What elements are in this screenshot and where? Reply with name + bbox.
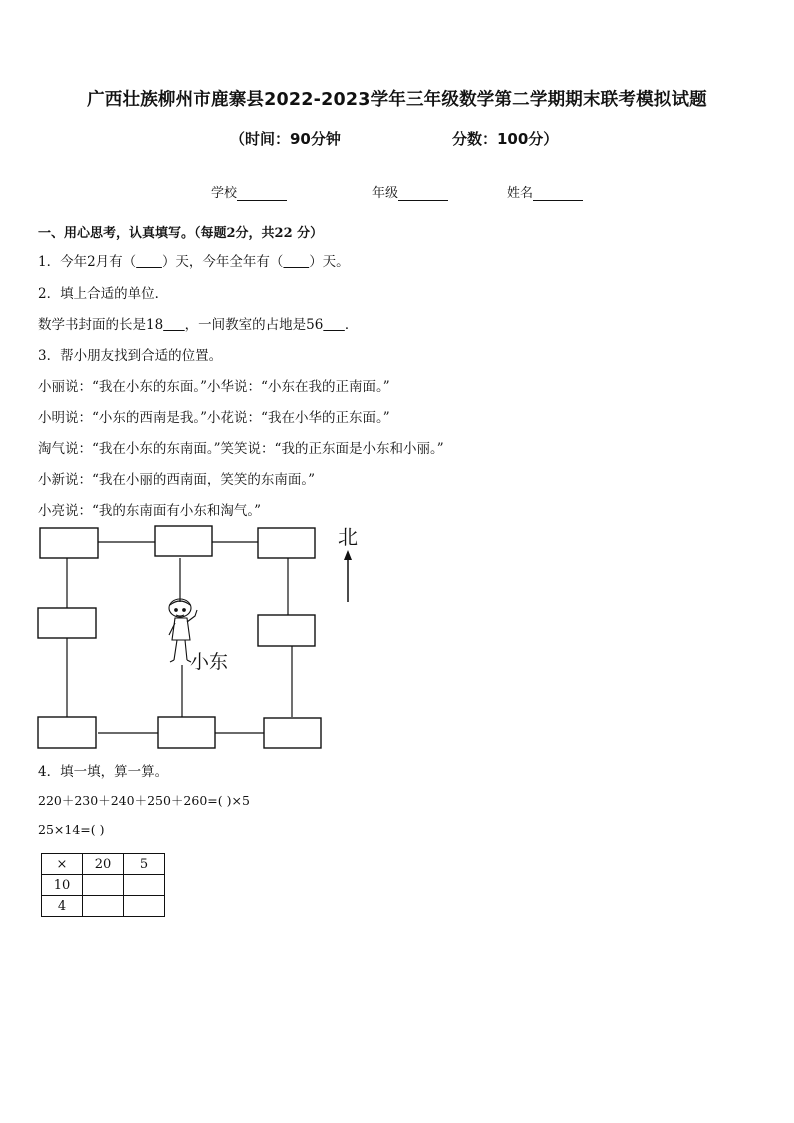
table-answer-cell[interactable] — [124, 896, 165, 917]
q2-text-a: 数学书封面的长是18 — [38, 317, 164, 333]
position-box-top-left[interactable] — [40, 528, 98, 558]
position-diagram — [30, 520, 370, 755]
multiplication-table — [41, 853, 165, 917]
name-label: 姓名 — [507, 186, 534, 201]
table-answer-cell[interactable] — [83, 875, 124, 896]
table-header-cell: 5 — [124, 854, 165, 875]
grade-label: 年级 — [372, 186, 399, 201]
table-row — [42, 875, 165, 896]
q2-text-c: ． — [344, 317, 359, 333]
table-header-cell: × — [42, 854, 83, 875]
q3-statement: 小明说：“小东的西南是我。”小花说：“我在小华的正东面。” — [38, 410, 390, 426]
q3-statement: 小丽说：“我在小东的东面。”小华说：“小东在我的正南面。” — [38, 379, 390, 395]
grade-field — [372, 182, 448, 201]
school-blank[interactable] — [237, 187, 287, 201]
table-row — [42, 896, 165, 917]
q4-expression-2: 25×14=( ) — [38, 822, 105, 837]
north-arrow-icon — [344, 550, 352, 602]
table-header-cell: 20 — [83, 854, 124, 875]
q1-text-c: ）天。 — [309, 254, 350, 270]
q4-expression-1: 220＋230＋240＋250＋260=( )×5 — [38, 793, 250, 808]
q2-blank-1[interactable] — [163, 317, 184, 333]
school-field — [211, 182, 287, 201]
exam-score: 分数：100分） — [452, 130, 559, 148]
position-box-top-right[interactable] — [258, 528, 315, 558]
grade-blank[interactable] — [398, 187, 448, 201]
position-box-bottom-right[interactable] — [264, 718, 321, 748]
position-box-bottom-left[interactable] — [38, 717, 96, 748]
q1-blank-1[interactable] — [136, 254, 162, 270]
school-label: 学校 — [211, 186, 238, 201]
q2-text-b: ，一间教室的占地是56 — [184, 317, 324, 333]
question-2-prompt: 2．填上合适的单位． — [38, 286, 169, 302]
q3-statement: 小亮说：“我的东南面有小东和淘气。” — [38, 503, 262, 519]
position-box-middle-right[interactable] — [258, 615, 315, 646]
table-row-header: 4 — [42, 896, 83, 917]
page-title: 广西壮族柳州市鹿寨县2022-2023学年三年级数学第二学期期末联考模拟试题 — [87, 90, 707, 110]
q1-text-a: 1．今年2月有（ — [38, 254, 137, 270]
position-box-bottom-middle[interactable] — [158, 717, 215, 748]
section-heading: 一、用心思考，认真填写。（每题2分，共22 分） — [38, 226, 324, 241]
q2-blank-2[interactable] — [323, 317, 344, 333]
question-4-prompt: 4．填一填，算一算。 — [38, 764, 169, 780]
table-answer-cell[interactable] — [83, 896, 124, 917]
exam-time: （时间：90分钟 — [230, 130, 341, 148]
question-1 — [38, 250, 350, 270]
table-row — [42, 854, 165, 875]
position-box-top-middle[interactable] — [155, 526, 212, 556]
name-blank[interactable] — [533, 187, 583, 201]
question-3-prompt: 3．帮小朋友找到合适的位置。 — [38, 348, 223, 364]
name-field — [507, 182, 583, 201]
north-label: 北 — [338, 525, 358, 549]
q1-text-b: ）天，今年全年有（ — [161, 254, 284, 270]
position-box-middle-left[interactable] — [38, 608, 96, 638]
question-2 — [38, 313, 358, 333]
q3-statement: 淘气说：“我在小东的东南面。”笑笑说：“我的正东面是小东和小丽。” — [38, 441, 444, 457]
q3-statement: 小新说：“我在小丽的西南面，笑笑的东南面。” — [38, 472, 316, 488]
q1-blank-2[interactable] — [283, 254, 309, 270]
table-row-header: 10 — [42, 875, 83, 896]
table-answer-cell[interactable] — [124, 875, 165, 896]
xiaodong-label: 小东 — [190, 651, 229, 673]
